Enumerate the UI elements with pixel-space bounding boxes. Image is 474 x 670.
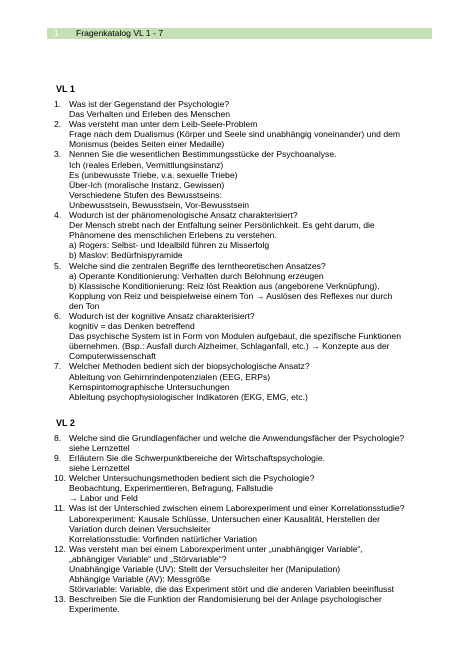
answer-line: b) Klassische Konditionierung: Reiz löst Reaktion aus (angeborene Verknüpfung), bbox=[69, 280, 380, 291]
question-body bbox=[69, 210, 454, 260]
question-item bbox=[54, 473, 454, 503]
question-text: Welche sind die zentralen Begriffe des lerntheoretischen Ansatzes? bbox=[69, 260, 326, 271]
question-body bbox=[69, 361, 454, 401]
question-body bbox=[69, 503, 454, 543]
header-number: 1 bbox=[54, 28, 59, 38]
answer-line: übernehmen. (Bsp.: Ausfall durch Alzheimer, Schlaganfall, etc.) → Konzepte aus der bbox=[69, 341, 390, 352]
question-number: 12. bbox=[54, 543, 66, 554]
answer-line: siehe Lernzettel bbox=[69, 463, 130, 474]
answer-line: Ich (reales Erleben, Vermittlungsinstanz) bbox=[69, 159, 224, 170]
question-body bbox=[69, 119, 454, 149]
question-body bbox=[69, 473, 454, 503]
answer-line: a) Rogers: Selbst- und Idealbild führen zu Misserfolg bbox=[69, 240, 270, 251]
question-item bbox=[54, 210, 454, 260]
question-text: Erläutern Sie die Schwerpunktbereiche der Wirtschaftspsychologie. bbox=[69, 453, 326, 463]
answer-line: Experimente. bbox=[69, 604, 120, 615]
answer-line: Unbewusstsein, Bewusstsein, Vor-Bewusstsein bbox=[69, 199, 250, 210]
question-item bbox=[54, 503, 454, 543]
answer-line: Ableitung von Gehirnrindenpotenzialen (EEG, ERPs) bbox=[69, 371, 271, 382]
question-body bbox=[69, 544, 454, 594]
answer-line: Über-Ich (moralische Instanz, Gewissen) bbox=[69, 179, 225, 190]
answer-line: Abhängige Variable (AV): Messgröße bbox=[69, 574, 211, 585]
question-body bbox=[69, 453, 454, 473]
question-text: Was ist der Unterschied zwischen einem Laborexperiment und einer Korrelationsstudie? bbox=[69, 503, 405, 514]
question-item bbox=[54, 433, 454, 453]
question-text: Beschreiben Sie die Funktion der Randomisierung bei der Anlage psychologischer bbox=[69, 594, 382, 605]
question-body bbox=[69, 594, 454, 614]
question-text: Welche sind die Grundlagenfächer und welche die Anwendungsfächer der Psychologie? bbox=[69, 432, 405, 443]
answer-line: Das Verhalten und Erleben des Menschen bbox=[69, 109, 230, 120]
question-number: 3. bbox=[54, 149, 62, 160]
answer-line: Ableitung psychophysiologischer Indikatoren (EKG, EMG, etc.) bbox=[69, 391, 308, 402]
answer-line: siehe Lernzettel bbox=[69, 442, 130, 453]
answer-line: Laborexperiment: Kausale Schlüsse, Untersuchen einer Kausalität, Herstellen der bbox=[69, 513, 380, 524]
answer-line: Phänomene des menschlichen Erlebens zu verstehen. bbox=[69, 230, 277, 241]
question-item bbox=[54, 544, 454, 594]
question-item bbox=[54, 453, 454, 473]
question-text: Was versteht man unter dem Leib-Seele-Problem bbox=[69, 119, 258, 130]
question-body bbox=[69, 311, 454, 361]
answer-line: Kopplung von Reiz und beispielweise einem Ton → Auslösen des Reflexes nur durch bbox=[69, 290, 393, 301]
question-text: Wodurch ist der kognitive Ansatz charakterisiert? bbox=[69, 310, 255, 321]
answer-line: Kernspintomographische Untersuchungen bbox=[69, 381, 230, 392]
answer-line: Es (unbewusste Triebe, v.a. sexuelle Triebe) bbox=[69, 169, 238, 180]
answer-line: b) Maslov: Bedürfnispyramide bbox=[69, 250, 183, 261]
question-text: Was versteht man bei einem Laborexperiment unter „unabhängiger Variable“, bbox=[69, 543, 363, 554]
question-number: 13. bbox=[54, 594, 66, 605]
question-text: Welcher Untersuchungsmethoden bedient sich die Psychologie? bbox=[69, 473, 315, 484]
header-bar bbox=[47, 28, 432, 39]
question-body bbox=[69, 99, 454, 119]
question-item bbox=[54, 261, 454, 311]
answer-line: Variation durch deinen Versuchsleiter bbox=[69, 523, 211, 534]
answer-line: a) Operante Konditionierung: Verhalten durch Belohnung erzeugen bbox=[69, 270, 324, 281]
question-body bbox=[69, 149, 454, 210]
question-text: Was ist der Gegenstand der Psychologie? bbox=[69, 99, 230, 109]
question-item bbox=[54, 311, 454, 361]
question-text: Welcher Methoden bedient sich der biopsychologische Ansatz? bbox=[69, 361, 310, 372]
question-number: 9. bbox=[54, 453, 62, 463]
document-title: Fragenkatalog VL 1 - 7 bbox=[76, 28, 164, 38]
question-text: Wodurch ist der phänomenologische Ansatz charakterisiert? bbox=[69, 210, 298, 221]
question-body bbox=[69, 261, 454, 311]
question-number: 1. bbox=[54, 99, 62, 109]
question-number: 10. bbox=[54, 473, 66, 484]
answer-line: Der Mensch strebt nach der Entfaltung seiner Persönlichkeit. Es geht darum, die bbox=[69, 220, 375, 231]
question-number: 8. bbox=[54, 432, 62, 443]
question-item bbox=[54, 99, 454, 119]
answer-line: Computerwissenschaft bbox=[69, 351, 156, 362]
question-text: Nennen Sie die wesentlichen Bestimmungsstücke der Psychoanalyse. bbox=[69, 149, 337, 160]
answer-line: Korrelationsstudie: Vorfinden natürlicher Variation bbox=[69, 533, 258, 544]
answer-line: kognitiv = das Denken betreffend bbox=[69, 321, 195, 332]
question-item bbox=[54, 119, 454, 149]
question-number: 11. bbox=[54, 503, 66, 514]
answer-line: Frage nach dem Dualismus (Körper und Seele sind unabhängig voneinander) und dem bbox=[69, 129, 401, 140]
question-item bbox=[54, 361, 454, 401]
question-number: 6. bbox=[54, 310, 62, 321]
answer-line: Beobachtung, Experimentieren, Befragung, Fallstudie bbox=[69, 483, 273, 494]
section-heading: VL 1 bbox=[56, 84, 75, 94]
answer-line: „abhängiger Variable“ und „Störvariable“? bbox=[69, 553, 227, 564]
question-item bbox=[54, 149, 454, 210]
question-number: 5. bbox=[54, 260, 62, 271]
question-number: 2. bbox=[54, 119, 62, 130]
answer-line: Verschiedene Stufen des Bewusstseins: bbox=[69, 189, 222, 200]
question-body bbox=[69, 433, 454, 453]
question-number: 4. bbox=[54, 210, 62, 221]
answer-line: Störvariable: Variable, die das Experiment stört und die anderen Variablen beeinflusst bbox=[69, 584, 395, 595]
answer-line: → Labor und Feld bbox=[69, 493, 138, 504]
question-number: 7. bbox=[54, 361, 62, 372]
answer-line: den Ton bbox=[69, 300, 100, 311]
answer-line: Monismus (beides Seiten einer Medaille) bbox=[69, 139, 225, 150]
question-item bbox=[54, 594, 454, 614]
document-content bbox=[54, 80, 454, 615]
answer-line: Das psychische System ist in Form von Modulen aufgebaut, die spezifische Funktionen bbox=[69, 331, 401, 342]
answer-line: Unabhängige Variable (UV): Stellt der Versuchsleiter her (Manipulation) bbox=[69, 564, 341, 575]
section-heading: VL 2 bbox=[56, 417, 75, 428]
